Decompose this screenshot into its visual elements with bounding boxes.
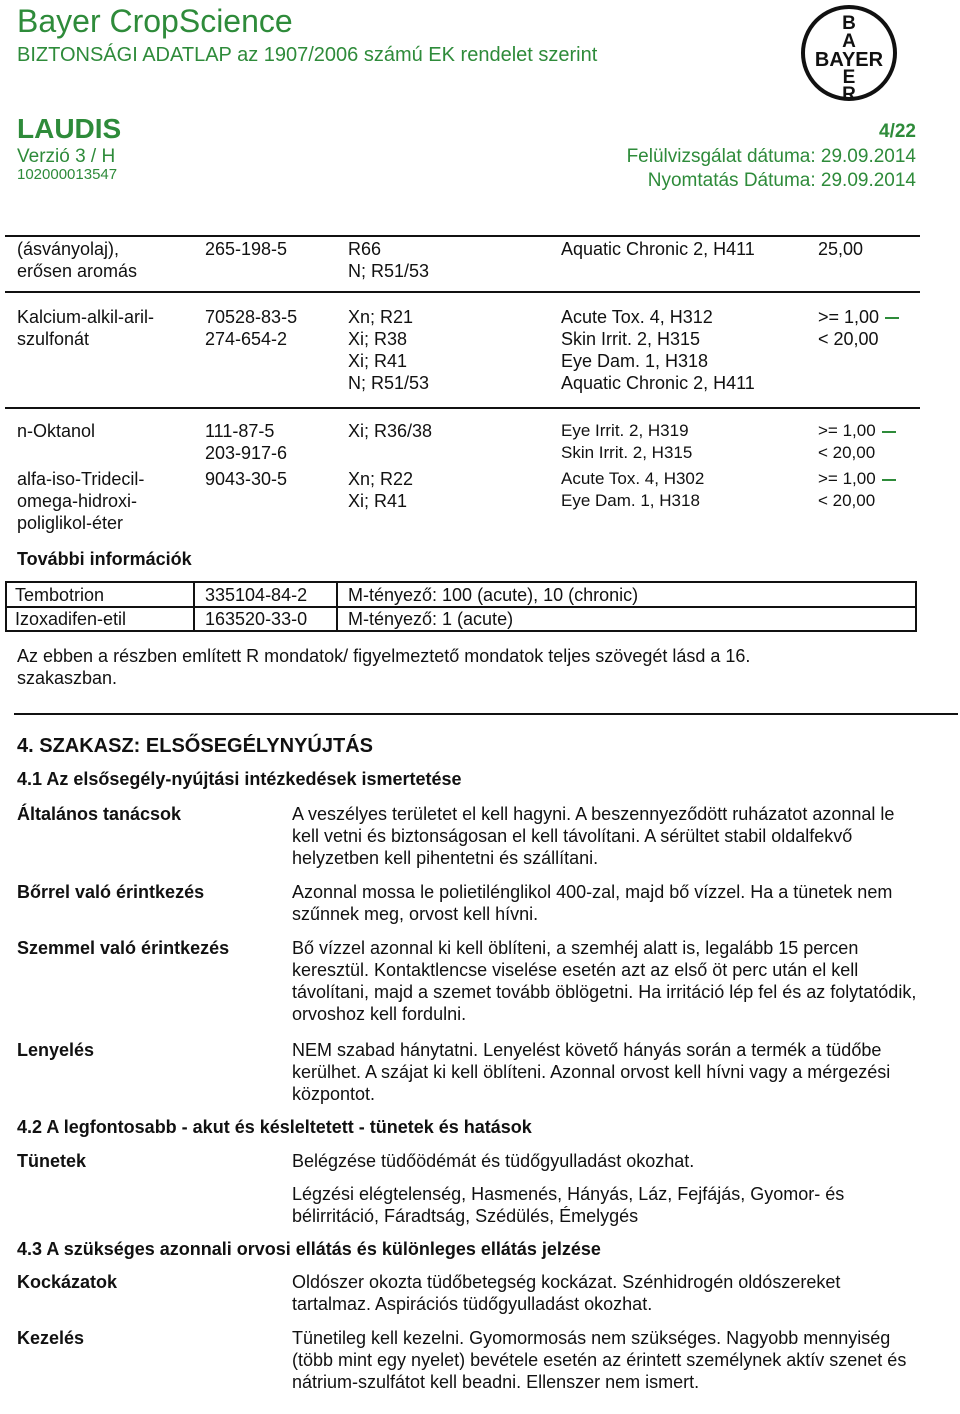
subsection-4-3: 4.3 A szükséges azonnali orvosi ellátás és különleges ellátás jelzése: [17, 1239, 601, 1259]
first-aid-text: Azonnal mossa le polietilénglikol 400-zal, majd bő vízzel. Ha a tünetek nem szűnnek meg, orvost kell hívni.: [292, 882, 893, 924]
logo-letter-b: B: [842, 13, 856, 34]
treatment-label: Kezelés: [17, 1328, 85, 1348]
mfactor-name: Tembotrion: [15, 585, 105, 605]
bayer-cross-logo: [800, 4, 898, 102]
component-r-phrases: R66 N; R51/53: [348, 239, 430, 281]
page-number: 4/22: [879, 121, 916, 142]
component-name: Kalcium-alkil-aril- szulfonát: [17, 307, 155, 349]
first-aid-text: Bő vízzel azonnal ki kell öblíteni, a szemhéj alatt is, legalább 15 percen keresztül. Kontaktlencse viselése esetén azt az első öt perc után el kell távolítani, majd a szemet tovább öblögetni. Ha irritáció lép fel és az folytatódik, orvoshoz kell fordulni.: [292, 938, 917, 1024]
logo-letter-r: R: [842, 84, 856, 102]
component-h-phrases: Aquatic Chronic 2, H411: [561, 239, 755, 259]
component-r-phrases: Xn; R21 Xi; R38 Xi; R41 N; R51/53: [348, 307, 430, 393]
revision-date: Felülvizsgálat dátuma: 29.09.2014: [626, 146, 916, 167]
component-concentration: >= 1,00 < 20,00: [818, 306, 899, 350]
component-concentration: >= 1,00 < 20,00: [818, 420, 896, 464]
component-name: n-Oktanol: [17, 421, 96, 441]
version: Verzió 3 / H: [17, 146, 116, 167]
mfactor-cas: 335104-84-2: [205, 585, 308, 605]
subsection-4-1: 4.1 Az elsősegély-nyújtási intézkedések ismertetése: [17, 769, 462, 789]
logo-word-bayer: BAYER: [814, 49, 884, 71]
row-divider: [5, 291, 920, 293]
additional-info-title: További információk: [17, 549, 192, 569]
treatment-text: Tünetileg kell kezelni. Gyomormosás nem szükséges. Nagyobb mennyiség (több mint egy nyelet) bevétele esetén az érintett személynek aktív szenet és nátrium-szulfátot kell beadni. Ellenszer nem ismert.: [292, 1328, 907, 1392]
range-dash: [882, 479, 896, 481]
first-aid-label: Lenyelés: [17, 1040, 95, 1060]
company-name: Bayer CropScience: [17, 3, 293, 39]
symptoms-list: Légzési elégtelenség, Hasmenés, Hányás, Láz, Fejfájás, Gyomor- és bélirritáció, Fáradtság, Szédülés, Émelygés: [292, 1184, 845, 1226]
risks-label: Kockázatok: [17, 1272, 118, 1292]
r-phrases-note: Az ebben a részben említett R mondatok/ figyelmeztető mondatok teljes szövegét lásd a 16. szakaszban.: [17, 646, 751, 688]
logo-letter-a: A: [842, 31, 856, 52]
component-name: alfa-iso-Tridecil- omega-hidroxi- poliglikol-éter: [17, 469, 145, 533]
mfactor-cas: 163520-33-0: [205, 609, 308, 629]
risks-text: Oldószer okozta tüdőbetegség kockázat. Szénhidrogén oldószereket tartalmaz. Aspirációs tüdőgyulladást okozhat.: [292, 1272, 841, 1314]
component-concentration: >= 1,00 < 20,00: [818, 468, 896, 512]
symptoms-label: Tünetek: [17, 1151, 87, 1171]
component-h-phrases: Eye Irrit. 2, H319 Skin Irrit. 2, H315: [561, 421, 693, 462]
mfactor-col-divider: [193, 581, 195, 632]
component-cas: 111-87-5 203-917-6: [205, 421, 288, 463]
component-r-phrases: Xn; R22 Xi; R41: [348, 469, 414, 511]
subsection-4-2: 4.2 A legfontosabb - akut és késleltetett - tünetek és hatások: [17, 1117, 532, 1137]
mfactor-name: Izoxadifen-etil: [15, 609, 127, 629]
range-dash: [882, 431, 896, 433]
section4-title: 4. SZAKASZ: ELSŐSEGÉLYNYÚJTÁS: [17, 735, 373, 757]
table-top-rule: [5, 235, 920, 237]
row-divider: [5, 407, 920, 409]
symptoms-text: Belégzése tüdőödémát és tüdőgyulladást okozhat.: [292, 1151, 695, 1171]
first-aid-text: NEM szabad hánytatni. Lenyelést követő hányás során a termék a tüdőbe kerülhet. A szájat ki kell öblíteni. Azonnal orvost kell hívni vagy a mérgezési központot.: [292, 1040, 891, 1104]
range-dash: [885, 317, 899, 319]
component-r-phrases: Xi; R36/38: [348, 421, 433, 441]
section-divider: [14, 713, 958, 715]
document-id: 102000013547: [17, 166, 118, 183]
mfactor-col-divider: [336, 581, 338, 632]
first-aid-text: A veszélyes területet el kell hagyni. A beszennyeződött ruházatot azonnal le kell vetni és biztonságosan el kell távolítani. A sérültet stabil oldalfekvő helyzetben kell pihentetni és szállítani.: [292, 804, 895, 868]
component-name: (ásványolaj), erősen aromás: [17, 239, 138, 281]
document-subtitle: BIZTONSÁGI ADATLAP az 1907/2006 számú EK rendelet szerint: [17, 44, 598, 66]
component-cas: 70528-83-5 274-654-2: [205, 307, 298, 349]
component-h-phrases: Acute Tox. 4, H302 Eye Dam. 1, H318: [561, 469, 705, 510]
component-cas: 265-198-5: [205, 239, 288, 259]
component-concentration: 25,00: [818, 239, 864, 259]
first-aid-label: Bőrrel való érintkezés: [17, 882, 205, 902]
product-name: LAUDIS: [17, 113, 122, 144]
print-date: Nyomtatás Dátuma: 29.09.2014: [647, 170, 916, 191]
first-aid-label: Szemmel való érintkezés: [17, 938, 230, 958]
logo-letter-e: E: [842, 67, 856, 88]
mfactor-value: M-tényező: 100 (acute), 10 (chronic): [348, 585, 639, 605]
component-cas: 9043-30-5: [205, 469, 288, 489]
component-h-phrases: Acute Tox. 4, H312 Skin Irrit. 2, H315 Eye Dam. 1, H318 Aquatic Chronic 2, H411: [561, 307, 755, 393]
mfactor-value: M-tényező: 1 (acute): [348, 609, 514, 629]
first-aid-label: Általános tanácsok: [17, 804, 182, 824]
